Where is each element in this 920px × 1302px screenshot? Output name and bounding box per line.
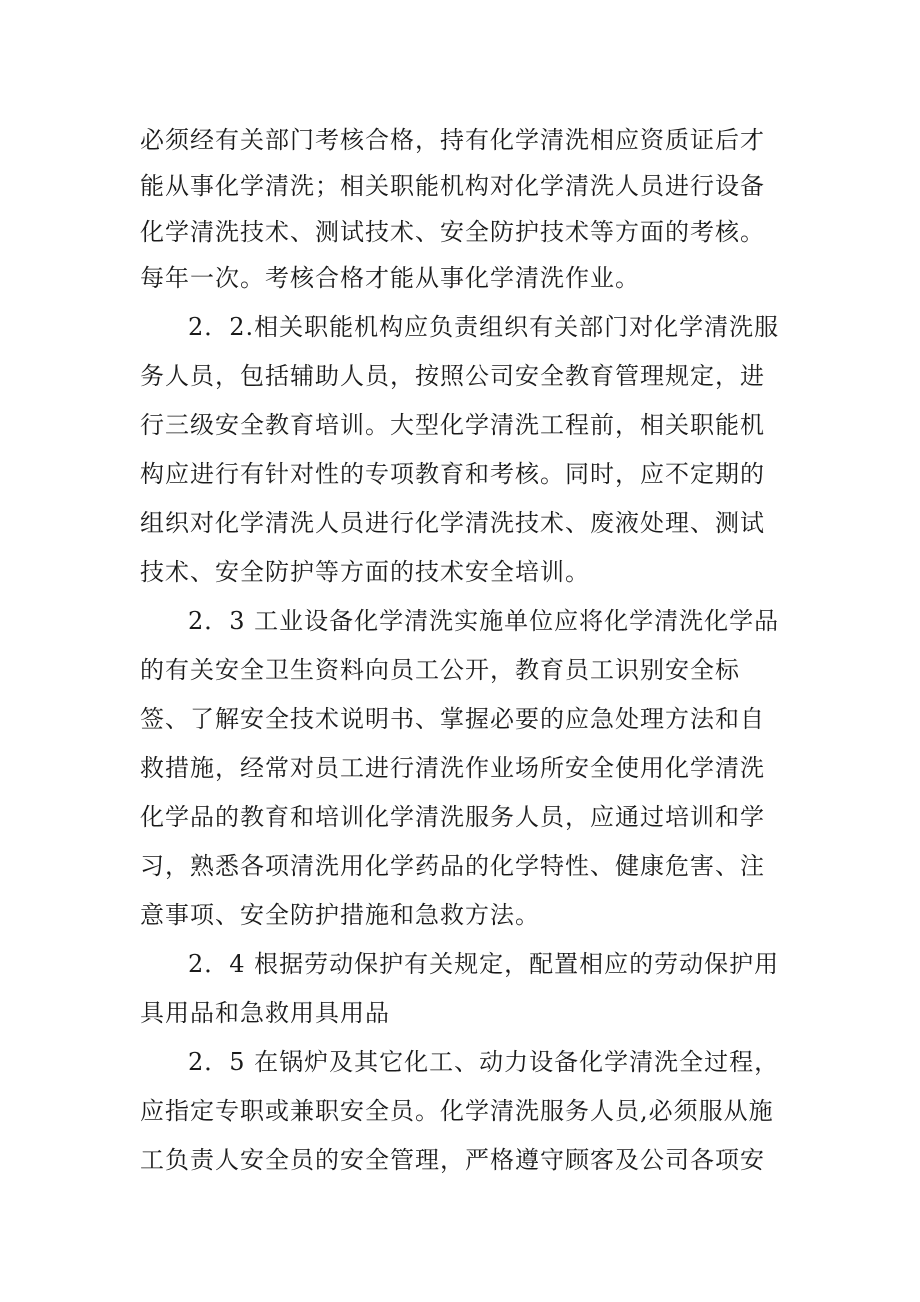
text-line-8: 构应进行有针对性的专项教育和考核。同时，应不定期的 [140,460,765,488]
paragraph-2-2-line-1: 2．2.相关职能机构应负责组织有关部门对化学清洗服 [188,313,780,341]
text-line-3: 化学清洗技术、测试技术、安全防护技术等方面的考核。 [140,218,765,246]
text-line-7: 行三级安全教育培训。大型化学清洗工程前，相关职能机 [140,411,765,439]
text-line-12: 的有关安全卫生资料向员工公开，教育员工识别安全标 [140,656,740,684]
paragraph-2-5-line-1: 2．5 在锅炉及其它化工、动力设备化学清洗全过程， [188,1048,780,1076]
text-line-1: 必须经有关部门考核合格，持有化学清洗相应资质证后才 [140,126,765,154]
text-line-14: 救措施，经常对员工进行清洗作业场所安全使用化学清洗 [140,754,765,782]
text-line-9: 组织对化学清洗人员进行化学清洗技术、废液处理、测试 [140,509,765,537]
text-line-19: 具用品和急救用具用品 [140,999,390,1027]
paragraph-2-3-line-1: 2．3 工业设备化学清洗实施单位应将化学清洗化学品 [188,607,780,635]
text-line-13: 签、了解安全技术说明书、掌握必要的应急处理方法和自 [140,705,765,733]
text-line-6: 务人员，包括辅助人员，按照公司安全教育管理规定，进 [140,362,765,390]
paragraph-2-4-line-1: 2．4 根据劳动保护有关规定，配置相应的劳动保护用 [188,950,780,978]
text-line-15: 化学品的教育和培训化学清洗服务人员，应通过培训和学 [140,803,765,831]
text-line-22: 工负责人安全员的安全管理，严格遵守顾客及公司各项安 [140,1146,765,1174]
text-line-21: 应指定专职或兼职安全员。化学清洗服务人员,必须服从施 [140,1097,774,1125]
text-line-4: 每年一次。考核合格才能从事化学清洗作业。 [140,264,640,292]
text-line-2: 能从事化学清洗；相关职能机构对化学清洗人员进行设备 [140,172,765,200]
text-line-17: 意事项、安全防护措施和急救方法。 [140,901,540,929]
text-line-16: 习，熟悉各项清洗用化学药品的化学特性、健康危害、注 [140,852,765,880]
text-line-10: 技术、安全防护等方面的技术安全培训。 [140,558,590,586]
